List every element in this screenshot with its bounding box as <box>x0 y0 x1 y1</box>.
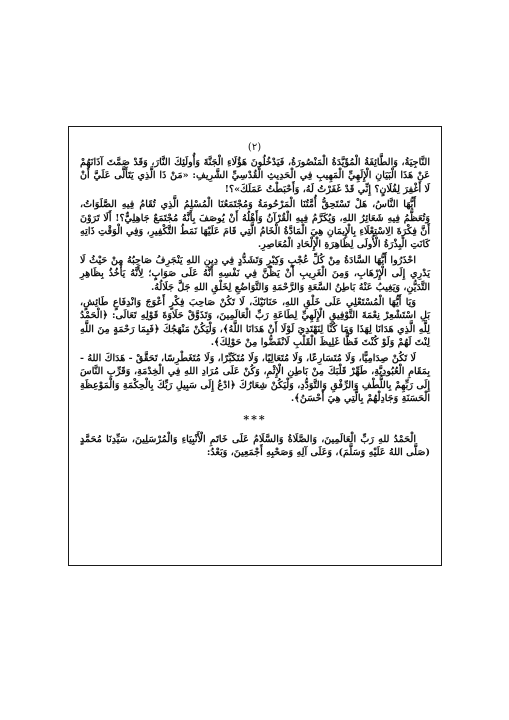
page-number: (٢) <box>247 142 262 153</box>
paragraph-5: لَا تَكُنْ صِدَامِيًّا، وَلَا مُتَسَارِعًا، وَلَا مُتَعَالِيًا، وَلَا مُتَكَبِّرًا، وَلَا مُتَغَطْرِسًا، تَحَقَّقْ - هَدَاكَ اللهُ - بِمَقَامِ الْعُبُودِيَّةِ، طَهِّرْ قَلْبَكَ مِنْ بَاطِنِ الْإِثْمِ، وَكُنْ عَلَى مُرَادِ اللهِ فِي الْخِدْمَةِ، وَقَرِّبِ النَّاسَ إِلَى رَبِّهِمْ بِاللُّطْفِ وَالرِّفْقِ وَالتَّوَدُّدِ، وَلْيَكُنْ شِعَارُكَ ﴿ادْعُ إِلَى سَبِيلِ رَبِّكَ بِالْحِكْمَةِ وَالْمَوْعِظَةِ الْحَسَنَةِ وَجَادِلْهُمْ بِالَّتِي هِيَ أَحْسَنُ﴾. <box>80 352 430 404</box>
document-body <box>80 156 430 462</box>
section-separator: *** <box>243 413 267 427</box>
closing-paragraph: الْحَمْدُ للهِ رَبِّ الْعَالَمِينَ، وَالصَّلَاةُ وَالسَّلَامُ عَلَى خَاتَمِ الْأَنْبِيَاءِ وَالْمُرْسَلِينَ، سَيِّدِنَا مُحَمَّدٍ (صَلَّى اللهُ عَلَيْهِ وَسَلَّمَ)، وَعَلَى آلِهِ وَصَحْبِهِ أَجْمَعِينَ، وَبَعْدُ: <box>80 433 430 459</box>
paragraph-4: وَيَا أَيُّهَا الْمُسْتَعْلِي عَلَى خَلْقِ اللهِ، حَنَانَيْكَ، لَا تَكُنْ صَاحِبَ فِكْرٍ أَعْوَجَ وَانْدِفَاعٍ طَائِشٍ، بَلِ اسْتَشْعِرْ نِعْمَةَ التَّوْفِيقِ الْإِلَهِيِّ لِطَاعَةِ رَبِّ الْعَالَمِينَ، وَتَذَوَّقْ حَلَاوَةَ قَوْلِهِ تَعَالَى: ﴿الْحَمْدُ لِلَّهِ الَّذِي هَدَانَا لِهَذَا وَمَا كُنَّا لِنَهْتَدِيَ لَوْلَا أَنْ هَدَانَا اللَّهُ﴾، وَلْيَكُنْ مَنْهَجُكَ ﴿فَبِمَا رَحْمَةٍ مِنَ اللَّهِ لِنْتَ لَهُمْ وَلَوْ كُنْتَ فَظًّا غَلِيظَ الْقَلْبِ لَانْفَضُّوا مِنْ حَوْلِكَ﴾. <box>80 297 430 349</box>
paragraph-1: النَّاجِيَةُ، وَالطَّائِفَةُ الْمُؤَيَّدَةُ الْمَنْصُورَةُ، فَيَدْخُلُونَ هَؤُلَاءِ الْجَنَّةَ وَأُولَئِكَ النَّارَ، وَقَدْ صَمَّتَ آذَانَهُمْ عَنْ هَذَا الْبَيَانِ الْإِلَهِيِّ الْمَهِيبِ فِي الْحَدِيثِ الْقُدْسِيِّ الشَّرِيفِ: «مَنْ ذَا الَّذِي يَتَأَلَّى عَلَيَّ أَنْ لَا أَغْفِرَ لِفُلَانٍ؟ إِنِّي قَدْ غَفَرْتُ لَهُ، وَأَحْبَطْتُ عَمَلَكَ»؟! <box>80 157 430 195</box>
paragraph-2: أَيُّهَا النَّاسُ، هَلْ تَسْتَحِقُّ أُمَّتُنَا الْمَرْحُومَةُ وَمُجْتَمَعُنَا الْمُسْلِمُ الَّذِي تُقَامُ فِيهِ الصَّلَوَاتُ، وَتُعَظَّمُ فِيهِ شَعَائِرُ اللهِ، وَيُكَرَّمُ فِيهِ الْقُرْآنُ وَأَهْلُهُ أَنْ يُوصَفَ بِأَنَّهُ مُجْتَمَعٌ جَاهِلِيٌّ؟! أَلَا تَرَوْنَ أَنَّ فِكْرَةَ الِاسْتِعْلَاءِ بِالْإِيمَانِ هِيَ الْمَادَّةُ الْخَامُ الَّتِي قَامَ عَلَيْهَا نَمَطُ التَّكْفِيرِ، وَفِي الْوَقْتِ ذَاتِهِ كَانَتِ الْبِذْرَةُ الْأُولَى لِظَاهِرَةِ الْإِلْحَادِ الْمُعَاصِرِ. <box>80 199 430 251</box>
paragraph-3: احْذَرُوا أَيُّهَا السَّادَةُ مِنْ كُلِّ عُجْبٍ وَكِبْرٍ وَتَشَدُّدٍ فِي دِينِ اللهِ يَنْجَرِفُ صَاحِبُهُ مِنْ حَيْثُ لَا يَدْرِي إِلَى الْإِرْهَابِ، وَمِنَ الْغَرِيبِ أَنْ يَظُنَّ فِي نَفْسِهِ أَنَّهُ عَلَى صَوَابٍ؛ لِأَنَّهُ يَأْخُذُ بِظَاهِرِ التَّدَيُّنِ، وَيَغِيبُ عَنْهُ بَاطِنُ السَّعَةِ وَالرَّحْمَةِ وَالتَّوَاضُعِ لِخَلْقِ اللهِ جَلَّ جَلَالُهُ. <box>80 254 430 293</box>
